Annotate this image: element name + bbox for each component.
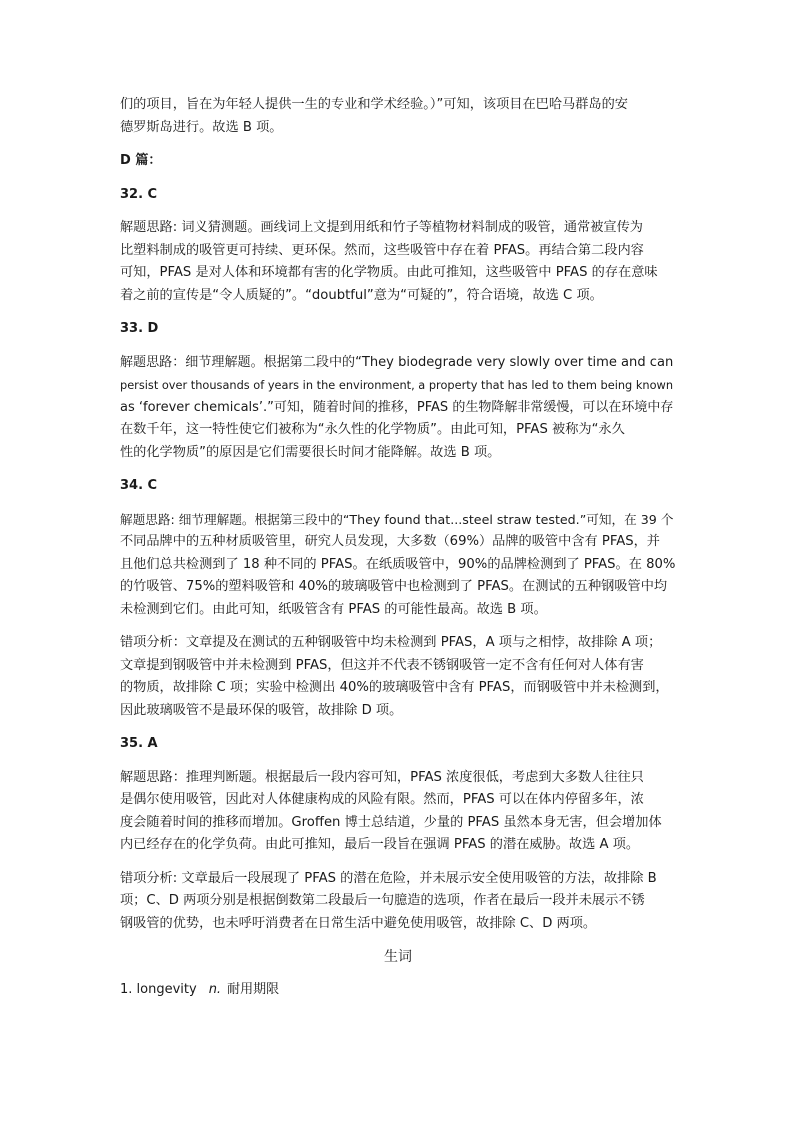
text-line: 错项分析：文章提及在测试的五种钢吸管中均未检测到 PFAS，A 项与之相悖，故排除 A 项；: [120, 635, 662, 650]
text-line: as ‘forever chemicals’.”可知，随着时间的推移，PFAS 的生物降解非常缓慢，可以在环境中存: [120, 399, 674, 415]
text-line: 们的项目，旨在为年轻人提供一生的专业和学术经验。）”可知，该项目在巴哈马群岛的安: [120, 97, 628, 112]
text-line: 比塑料制成的吸管更可持续、更环保。然而，这些吸管中存在着 PFAS。再结合第二段内容: [120, 242, 644, 258]
text-line: 可知，PFAS 是对人体和环境都有害的化学物质。由此可推知，这些吸管中 PFAS 的存在意味: [120, 265, 658, 280]
section-heading-d: D 篇：: [120, 153, 162, 168]
answer-34: 34. C: [120, 478, 158, 493]
analysis-34: [120, 509, 676, 622]
text-line: 解题思路: 词义猜测题。画线词上文提到用纸和竹子等植物材料制成的吸管，通常被宣传为: [120, 220, 643, 235]
text-line: 的竹吸管、75%的塑料吸管和 40%的玻璃吸管中也检测到了 PFAS。在测试的五种钢吸管中均: [120, 579, 668, 594]
analysis-35: [120, 767, 676, 857]
vocab-title: 生词: [384, 949, 412, 965]
wrong-analysis-35: [120, 868, 676, 936]
vocab-meaning: 耐用期限: [227, 981, 280, 997]
answer-32: 32. C: [120, 186, 158, 202]
answer-33: 33. D: [120, 321, 159, 336]
text-line: 不同品牌中的五种材质吸管里，研究人员发现，大多数（69%）品牌的吸管中含有 PFAS，并: [120, 534, 660, 549]
wrong-analysis-34: [120, 632, 676, 722]
text-line: 解题思路：推理判断题。根据最后一段内容可知，PFAS 浓度很低，考虑到大多数人往往只: [120, 769, 644, 785]
text-line: 的物质，故排除 C 项；实验中检测出 40%的玻璃吸管中含有 PFAS，而钢吸管中并未检测到，: [120, 680, 669, 695]
text-line: persist over thousands of years in the environment, a property that has led to them being known: [120, 378, 674, 392]
text-line: 着之前的宣传是“令人质疑的”。“doubtful”意为“可疑的”，符合语境，故选 C 项。: [120, 287, 603, 303]
text-line: 错项分析: 文章最后一段展现了 PFAS 的潜在危险，并未展示安全使用吸管的方法，故排除 B: [120, 870, 657, 886]
document-page: [120, 94, 676, 1001]
answer-35: 35. A: [120, 736, 158, 751]
text-line: 解题思路: 细节理解题。根据第三段中的“They found that...steel straw tested.”可知，在 39 个: [120, 511, 674, 527]
text-line: 德罗斯岛进行。故选 B 项。: [120, 119, 283, 135]
text-line: 项；C、D 两项分别是根据倒数第二段最后一句臆造的选项，作者在最后一段并未展示不锈: [120, 893, 645, 908]
analysis-32: [120, 217, 676, 307]
text-line: 未检测到它们。由此可知，纸吸管含有 PFAS 的可能性最高。故选 B 项。: [120, 601, 547, 617]
text-line: 在数千年，这一特性使它们被称为“永久性的化学物质”。由此可知，PFAS 被称为“永久: [120, 422, 625, 437]
text-line: 是偶尔使用吸管，因此对人体健康构成的风险有限。然而，PFAS 可以在体内停留多年，浓: [120, 792, 644, 807]
text-line: 因此玻璃吸管不是最环保的吸管，故排除 D 项。: [120, 702, 403, 718]
text-line: 度会随着时间的推移而增加。Groffen 博士总结道，少量的 PFAS 虽然本身无害，但会增加体: [120, 814, 662, 830]
vocab-pos: n.: [208, 981, 222, 997]
analysis-33: [120, 352, 676, 465]
text-line: 解题思路：细节理解题。根据第二段中的“They biodegrade very slowly over time and can: [120, 354, 674, 370]
vocab-word: 1. longevity: [120, 981, 197, 997]
text-line: 且他们总共检测到了 18 种不同的 PFAS。在纸质吸管中，90%的品牌检测到了 PFAS。在 80%: [120, 556, 676, 572]
text-line: 内已经存在的化学负荷。由此可推知，最后一段旨在强调 PFAS 的潜在威胁。故选 A 项。: [120, 837, 640, 852]
vocab-entry: [120, 979, 676, 1002]
intro-paragraph: [120, 94, 676, 139]
text-line: 性的化学物质”的原因是它们需要很长时间才能降解。故选 B 项。: [120, 444, 501, 460]
text-line: 文章提到钢吸管中并未检测到 PFAS，但这并不代表不锈钢吸管一定不含有任何对人体有害: [120, 657, 644, 673]
text-line: 钢吸管的优势，也未呼吁消费者在日常生活中避免使用吸管，故排除 C、D 两项。: [120, 915, 597, 931]
